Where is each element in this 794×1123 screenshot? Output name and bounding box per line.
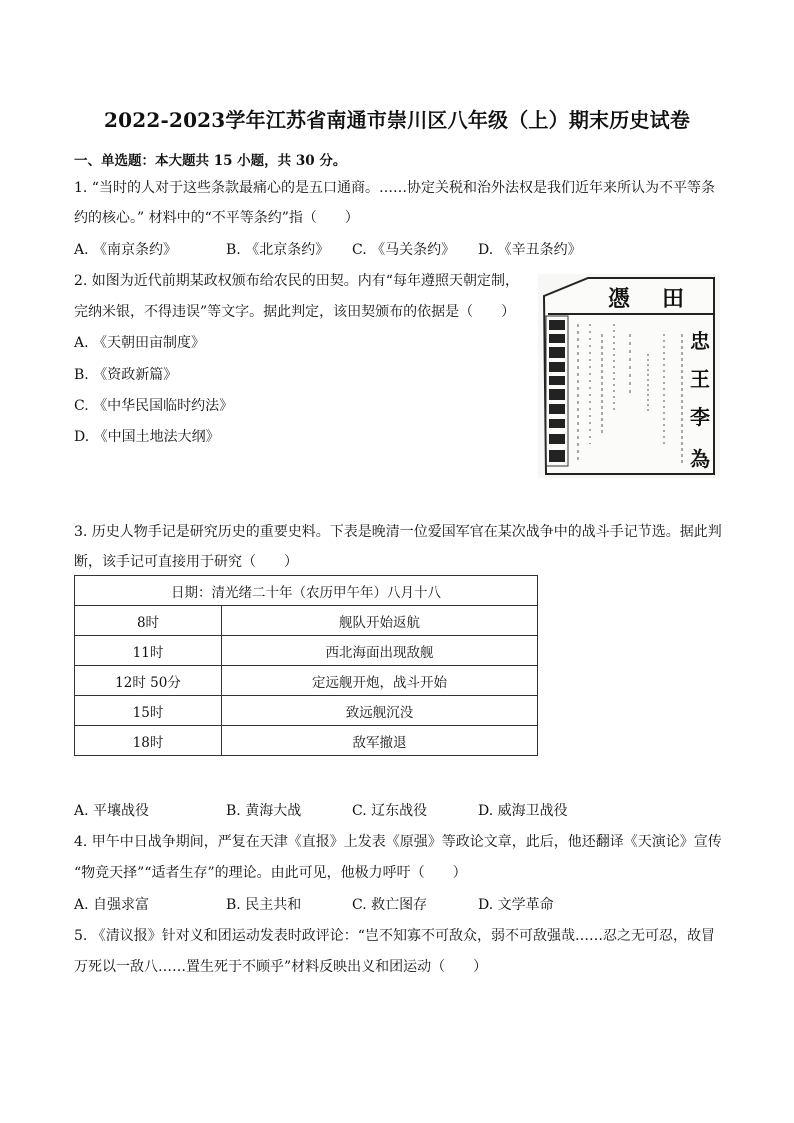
deed-left-column-marks bbox=[549, 320, 565, 462]
q2-option-a: A. 《天朝田亩制度》 bbox=[74, 335, 206, 351]
section-heading: 一、单选题：本大题共 15 小题，共 30 分。 bbox=[74, 153, 347, 169]
q1-option-d: D. 《辛丑条约》 bbox=[478, 242, 582, 258]
q1-option-a: A. 《南京条约》 bbox=[74, 242, 178, 258]
table-cell-event: 舰队开始返航 bbox=[222, 606, 538, 636]
q3-option-a: A. 平壤战役 bbox=[74, 803, 150, 819]
deed-seal-char-3: 李 bbox=[690, 405, 710, 429]
table-cell-event: 致远舰沉没 bbox=[222, 696, 538, 726]
q1-stem-line-1: 1. “当时的人对于这些条款最痛心的是五口通商。……协定关税和治外法权是我们近年来所认为不平等条 bbox=[74, 180, 715, 196]
q3-option-b: B. 黄海大战 bbox=[226, 803, 302, 819]
table-cell-time: 8时 bbox=[75, 606, 222, 636]
table-cell-event: 西北海面出现敌舰 bbox=[222, 636, 538, 666]
land-deed-image bbox=[538, 274, 720, 478]
q5-stem-line-2: 万死以一敌八……置生死于不顾乎”材料反映出义和团运动（ ） bbox=[74, 959, 488, 975]
deed-seal-char-1: 忠 bbox=[690, 329, 710, 353]
q2-option-b: B. 《资政新篇》 bbox=[74, 367, 178, 383]
q2-option-c: C. 《中华民国临时约法》 bbox=[74, 398, 234, 414]
q2-stem-line-2: 完纳米银，不得违误”等文字。据此判定，该田契颁布的依据是（ ） bbox=[74, 304, 516, 320]
q2-option-d: D. 《中国土地法大纲》 bbox=[74, 429, 220, 445]
q4-stem-line-1: 4. 甲午中日战争期间，严复在天津《直报》上发表《原强》等政论文章，此后，他还翻译《天演论》宣传 bbox=[74, 834, 722, 850]
q1-option-b: B. 《北京条约》 bbox=[226, 242, 330, 258]
table-header-row bbox=[75, 576, 538, 606]
q2-stem-line-1: 2. 如图为近代前期某政权颁布给农民的田契。内有“每年遵照天朝定制， bbox=[74, 273, 519, 289]
table-header-cell: 日期：清光绪二十年（农历甲午年）八月十八 bbox=[75, 576, 538, 606]
table-cell-time: 18时 bbox=[75, 726, 222, 756]
q4-option-d: D. 文学革命 bbox=[478, 897, 554, 913]
table-cell-time: 12时 50分 bbox=[75, 666, 222, 696]
table-row bbox=[75, 606, 538, 636]
table-row bbox=[75, 666, 538, 696]
table-cell-time: 15时 bbox=[75, 696, 222, 726]
table-row bbox=[75, 726, 538, 756]
table-cell-event: 敌军撤退 bbox=[222, 726, 538, 756]
table-row bbox=[75, 696, 538, 726]
q5-stem-line-1: 5. 《清议报》针对义和团运动发表时政评论：“岂不知寡不可敌众，弱不可敌强哉……忍之无可忍，故冒 bbox=[74, 928, 715, 944]
deed-header-char-1: 憑 bbox=[608, 286, 631, 312]
q3-stem-line-2: 断，该手记可直接用于研究（ ） bbox=[74, 554, 298, 570]
deed-seal-char-2: 王 bbox=[690, 367, 710, 391]
deed-header-char-2: 田 bbox=[662, 286, 685, 312]
exam-title: 2022-2023学年江苏省南通市崇川区八年级（上）期末历史试卷 bbox=[103, 108, 691, 132]
q1-option-c: C. 《马关条约》 bbox=[352, 242, 456, 258]
table-row bbox=[75, 636, 538, 666]
q3-stem-line-1: 3. 历史人物手记是研究历史的重要史料。下表是晚清一位爱国军官在某次战争中的战斗手记节选。据此判 bbox=[74, 524, 722, 540]
q4-stem-line-2: “物竞天择”“适者生存”的理论。由此可见，他极力呼吁（ ） bbox=[74, 865, 467, 881]
q4-option-c: C. 救亡图存 bbox=[352, 897, 428, 913]
q3-option-c: C. 辽东战役 bbox=[352, 803, 428, 819]
q3-option-d: D. 威海卫战役 bbox=[478, 803, 568, 819]
table-cell-event: 定远舰开炮，战斗开始 bbox=[222, 666, 538, 696]
q4-option-a: A. 自强求富 bbox=[74, 897, 150, 913]
q1-stem-line-2: 约的核心。” 材料中的“不平等条约”指（ ） bbox=[74, 210, 359, 226]
q4-option-b: B. 民主共和 bbox=[226, 897, 302, 913]
battle-diary-table bbox=[74, 575, 538, 756]
deed-seal-char-4: 為 bbox=[690, 447, 710, 471]
table-cell-time: 11时 bbox=[75, 636, 222, 666]
